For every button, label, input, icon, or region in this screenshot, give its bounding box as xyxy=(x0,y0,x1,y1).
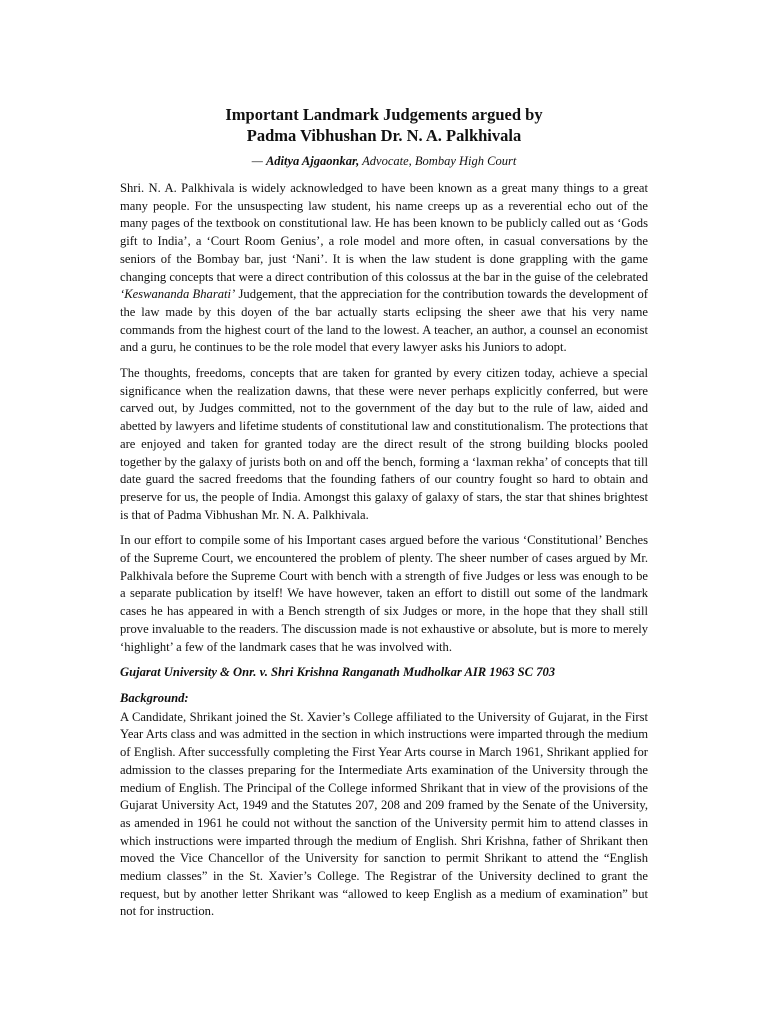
background-paragraph: A Candidate, Shrikant joined the St. Xavier’s College affiliated to the University of Gujarat, in the First Year Arts class and was admitted in the section in which instructions were imparted through the medium of English. After successfully completing the First Year Arts course in March 1961, Shrikant applied for admission to the classes preparing for the Intermediate Arts examination of the University through the medium of English. The Principal of the College informed Shrikant that in view of the provisions of the Gujarat University Act, 1949 and the Statutes 207, 208 and 209 framed by the Senate of the University, as amended in 1961 he could not without the sanction of the University permit him to attend classes in which instructions were imparted through the medium of English. Shri Krishna, father of Shrikant then moved the Vice Chancellor of the University for sanction to permit Shrikant to attend the “English medium classes” in the St. Xavier’s College. The Registrar of the University declined to grant the request, but by another letter Shrikant was “allowed to keep English as a medium of examination” but not for instruction. xyxy=(120,709,648,919)
freedoms-paragraph: The thoughts, freedoms, concepts that are taken for granted by every citizen today, achieve a special significance when the realization dawns, that these were never perhaps explicitly conferred, but were carved out, by Judges committed, not to the government of the day but to the rule of law, aided and abetted by lawyers and lifetime students of constitutional law and constitutionalism. The protections that are enjoyed and taken for granted today are the direct result of the strong building blocks pooled together by the galaxy of jurists both on and off the bench, forming a ‘laxman rekha’ of concepts that till date guard the sacred freedoms that the founding fathers of our country fought so hard to obtain and preserve for us, the people of India. Amongst this galaxy of galaxy of stars, the star that shines brightest is that of Padma Vibhushan Mr. N. A. Palkhivala. xyxy=(120,366,648,522)
intro-text-end: Judgement, that the appreciation for the contribution towards the development of the law made by this doyen of the bar actually starts eclipsing the sheer awe that his very name commands from the highest court of the land to the lowest. A teacher, an author, a counsel an economist and a guru, he continues to be the role model that every lawyer asks his Juniors to adopt. xyxy=(120,287,649,355)
author-byline xyxy=(120,153,648,169)
intro-text-start: Shri. N. A. Palkhivala is widely acknowledged to have been known as a great many things to a great many people. For the unsuspecting law student, his name creeps up as a reverential echo out of the many pages of the textbook on constitutional law. He has been known to be publicly called out as ‘Gods gift to India’, a ‘Court Room Genius’, a role model and more often, in casual conversations by the seniors of the Bombay bar, just ‘Nani’. It is when the law student is done grappling with the game changing concepts that were a direct contribution of this colossus at the bar in the guise of the celebrated xyxy=(120,181,648,284)
byline-dash: — xyxy=(251,154,266,168)
author-role: Advocate, Bombay High Court xyxy=(359,154,517,168)
author-name: Aditya Ajgaonkar, xyxy=(265,154,360,168)
document-title xyxy=(120,104,648,146)
document-content xyxy=(120,104,648,929)
case-title: Gujarat University & Onr. v. Shri Krishna Ranganath Mudholkar AIR 1963 SC 703 xyxy=(120,665,556,680)
compilation-paragraph: In our effort to compile some of his Important cases argued before the various ‘Constitutional’ Benches of the Supreme Court, we encountered the problem of plenty. The sheer number of cases argued by Mr. Palkhivala before the Supreme Court with bench with a strength of five Judges or less was enough to be a separate publication by itself! We have however, taken an effort to distill out some of the landmark cases he has appeared in with a Bench strength of six Judges or more, in the hope that they shall still prove invaluable to the readers. The discussion made is not exhaustive or absolute, but is more to merely ‘highlight’ a few of the landmark cases that he was involved with. xyxy=(120,533,648,654)
title-line-2: Padma Vibhushan Dr. N. A. Palkhivala xyxy=(246,126,522,145)
intro-paragraph xyxy=(120,180,648,357)
keswananda-reference: ‘Keswananda Bharati’ xyxy=(120,287,236,302)
title-line-1: Important Landmark Judgements argued by xyxy=(225,105,543,124)
background-heading: Background: xyxy=(120,690,189,705)
